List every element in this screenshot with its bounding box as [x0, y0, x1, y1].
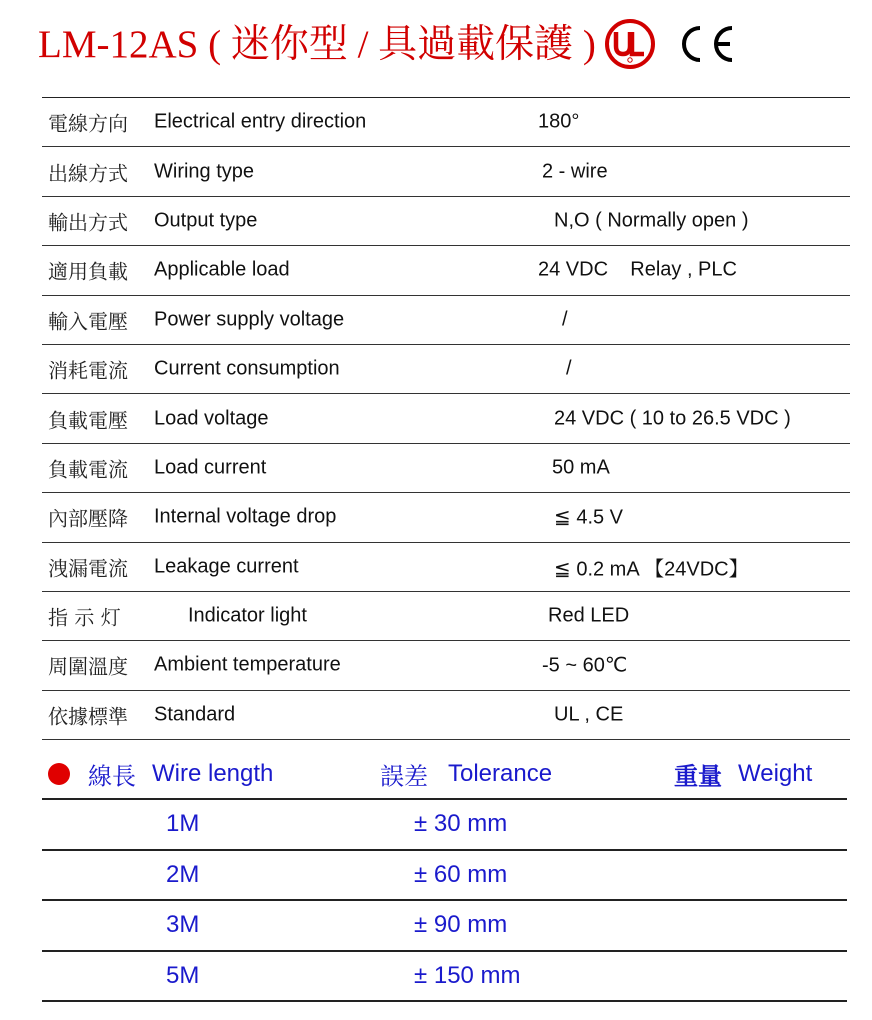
spec-row [42, 98, 850, 147]
ce-certification-icon [674, 22, 738, 66]
spec-label-en: Indicator light [188, 604, 307, 627]
table-row [42, 901, 847, 952]
spec-label-zh: 周圍溫度 [48, 654, 128, 679]
spec-row [42, 345, 850, 394]
spec-row [42, 592, 850, 641]
spec-label-zh: 依據標準 [48, 704, 128, 729]
spec-value: UL , CE [554, 703, 624, 726]
spec-label-en: Electrical entry direction [154, 110, 367, 133]
spec-label-en: Power supply voltage [154, 308, 345, 331]
wire-length-cell: 5M [166, 961, 200, 989]
spec-label-zh: 輸出方式 [48, 210, 128, 235]
spec-row [42, 147, 850, 196]
red-bullet-icon [48, 763, 70, 785]
tolerance-label-zh: 誤差 [380, 762, 428, 791]
wire-section-header [42, 750, 850, 798]
spec-label-en: Standard [154, 703, 236, 726]
spec-row [42, 691, 850, 740]
tolerance-cell: ± 90 mm [414, 911, 508, 939]
spec-label-en: Leakage current [154, 555, 299, 578]
spec-label-en: Applicable load [154, 258, 290, 281]
wire-length-cell: 1M [166, 810, 200, 838]
spec-table [42, 97, 850, 740]
tolerance-cell: ± 60 mm [414, 860, 508, 888]
spec-value: 50 mA [552, 456, 610, 479]
spec-value: Red LED [548, 604, 630, 627]
spec-value: 2 - wire [542, 160, 608, 183]
spec-label-zh: 輸入電壓 [48, 309, 128, 334]
spec-value: ≦ 4.5 V [554, 506, 624, 529]
tolerance-cell: ± 30 mm [414, 810, 508, 838]
spec-row [42, 543, 850, 592]
table-row [42, 800, 847, 851]
wire-length-label-en: Wire length [152, 760, 274, 787]
spec-label-en: Ambient temperature [154, 653, 341, 676]
weight-label-zh: 重量 [674, 762, 722, 791]
spec-label-zh: 消耗電流 [48, 358, 128, 383]
spec-row [42, 493, 850, 542]
spec-label-en: Load voltage [154, 407, 269, 430]
spec-row [42, 641, 850, 690]
spec-label-zh: 負載電壓 [48, 408, 128, 433]
wire-length-table [42, 798, 847, 1002]
wire-length-label-zh: 線長 [88, 762, 136, 791]
spec-label-zh: 適用負載 [48, 259, 128, 284]
table-row [42, 851, 847, 902]
spec-value: 180° [538, 110, 580, 133]
tolerance-cell: ± 150 mm [414, 961, 521, 989]
weight-label-en: Weight [738, 760, 813, 787]
spec-label-en: Output type [154, 209, 258, 232]
wire-length-cell: 2M [166, 860, 200, 888]
tolerance-label-en: Tolerance [448, 760, 553, 787]
table-row [42, 952, 847, 1003]
spec-value: N,O ( Normally open ) [554, 209, 749, 232]
spec-row [42, 296, 850, 345]
spec-value: 24 VDC ( 10 to 26.5 VDC ) [554, 407, 791, 430]
spec-label-zh: 內部壓降 [48, 506, 128, 531]
spec-label-en: Current consumption [154, 357, 340, 380]
spec-row [42, 444, 850, 493]
spec-label-zh: 出線方式 [48, 161, 128, 186]
spec-label-en: Internal voltage drop [154, 505, 337, 528]
spec-value: / [566, 357, 572, 380]
spec-label-zh: 電線方向 [48, 111, 128, 136]
spec-label-zh: 指 示 灯 [48, 605, 121, 630]
spec-row [42, 246, 850, 295]
ul-certification-icon [604, 18, 656, 70]
spec-value: -5 ~ 60℃ [542, 654, 628, 677]
spec-label-en: Wiring type [154, 160, 255, 183]
spec-label-zh: 洩漏電流 [48, 556, 128, 581]
spec-row [42, 197, 850, 246]
spec-value: / [562, 308, 568, 331]
spec-label-en: Load current [154, 456, 267, 479]
title-bar [38, 14, 738, 74]
spec-row [42, 394, 850, 443]
spec-label-zh: 負載電流 [48, 457, 128, 482]
wire-length-cell: 3M [166, 911, 200, 939]
product-title: LM-12AS ( 迷你型 / 具過載保護 ) [38, 22, 596, 66]
spec-value: ≦ 0.2 mA 【24VDC】 [554, 558, 749, 581]
spec-value: 24 VDC Relay , PLC [538, 258, 737, 281]
